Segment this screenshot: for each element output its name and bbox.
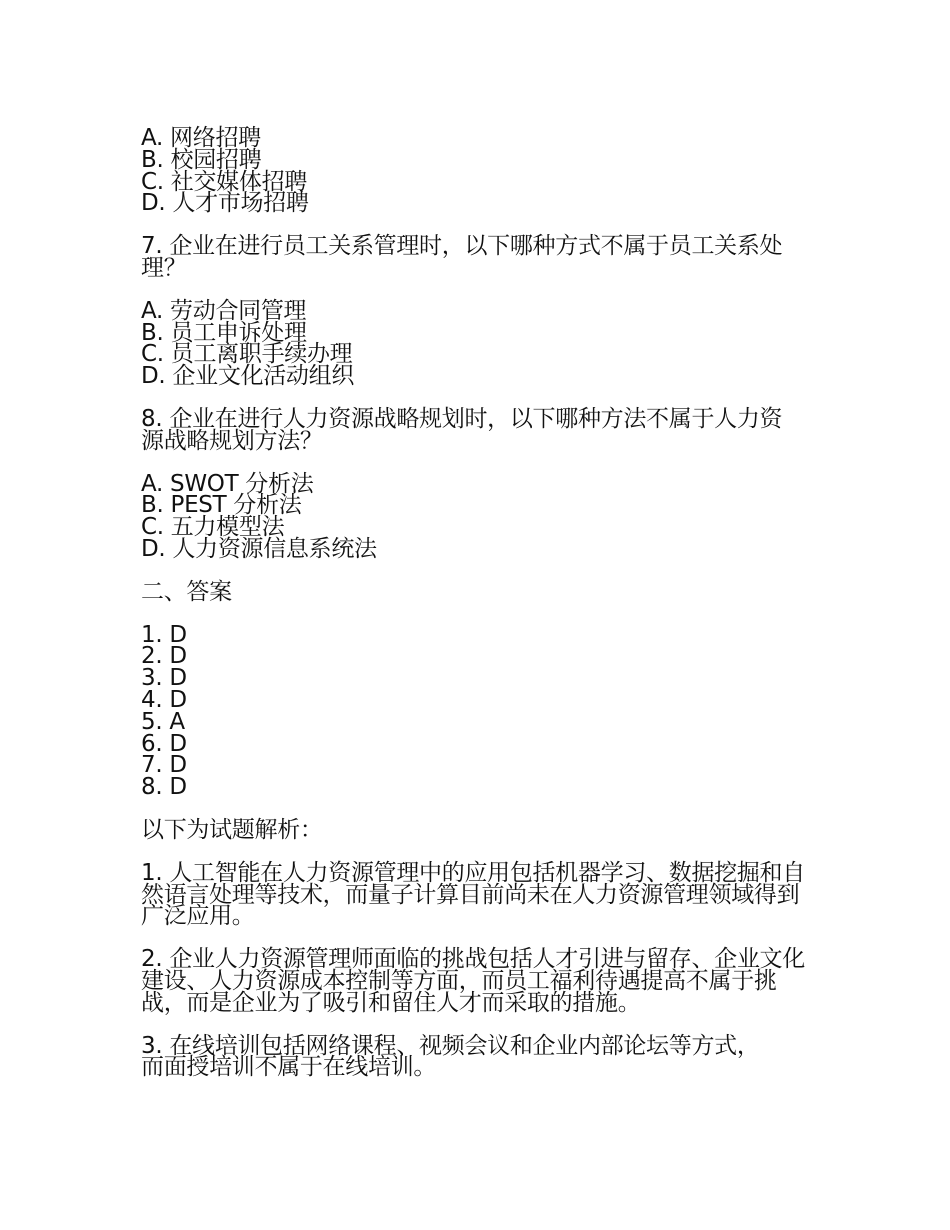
answer-7: 7. D [141, 752, 187, 779]
analysis-heading: 以下为试题解析： [141, 816, 323, 843]
q7-option-b: B. 员工申诉处理 [141, 319, 307, 346]
q7-option-d: D. 企业文化活动组织 [141, 363, 355, 390]
q8-option-a: A. SWOT 分析法 [141, 470, 314, 497]
q8-question-text: 8. 企业在进行人力资源战略规划时，以下哪种方法不属于人力资源战略规划方法？ [141, 405, 783, 454]
answer-6: 6. D [141, 730, 187, 757]
analysis-1 [141, 859, 821, 930]
answers-heading: 二、答案 [141, 578, 232, 605]
question-8 [141, 405, 821, 454]
analysis-3-text: 3. 在线培训包括网络课程、视频会议和企业内部论坛等方式，而面授培训不属于在线培训。 [141, 1032, 760, 1081]
q6-option-c: C. 社交媒体招聘 [141, 168, 307, 195]
q6-option-d: D. 人才市场招聘 [141, 190, 309, 217]
q8-option-b: B. PEST 分析法 [141, 492, 302, 519]
analysis-section-heading [141, 816, 821, 843]
q6-option-a: A. 网络招聘 [141, 125, 261, 151]
analysis-2 [141, 946, 821, 1016]
answer-1: 1. D [141, 621, 187, 648]
answer-2: 2. D [141, 643, 187, 670]
analysis-1-text: 1. 人工智能在人力资源管理中的应用包括机器学习、数据挖掘和自然语言处理等技术，而量子计算目前尚未在人力资源管理领域得到广泛应用。 [141, 859, 805, 930]
q7-options [141, 297, 821, 390]
answer-5: 5. A [141, 708, 185, 735]
q6-options [141, 125, 821, 217]
q7-option-a: A. 劳动合同管理 [141, 297, 307, 324]
q8-option-c: C. 五力模型法 [141, 514, 285, 541]
answer-3: 3. D [141, 665, 187, 692]
answer-8: 8. D [141, 774, 187, 801]
q7-question-text: 7. 企业在进行员工关系管理时，以下哪种方式不属于员工关系处理？ [141, 233, 783, 281]
answers-list [141, 621, 821, 801]
analysis-3 [141, 1032, 821, 1081]
question-7 [141, 233, 821, 281]
q8-options [141, 470, 821, 562]
document-page [141, 125, 821, 1081]
answers-section-heading [141, 578, 821, 605]
answer-4: 4. D [141, 686, 187, 713]
q6-option-b: B. 校园招聘 [141, 146, 262, 173]
analysis-2-text: 2. 企业人力资源管理师面临的挑战包括人才引进与留存、企业文化建设、人力资源成本控制等方面，而员工福利待遇提高不属于挑战，而是企业为了吸引和留住人才而采取的措施。 [141, 946, 805, 1016]
q7-option-c: C. 员工离职手续办理 [141, 341, 353, 368]
q8-option-d: D. 人力资源信息系统法 [141, 535, 377, 562]
